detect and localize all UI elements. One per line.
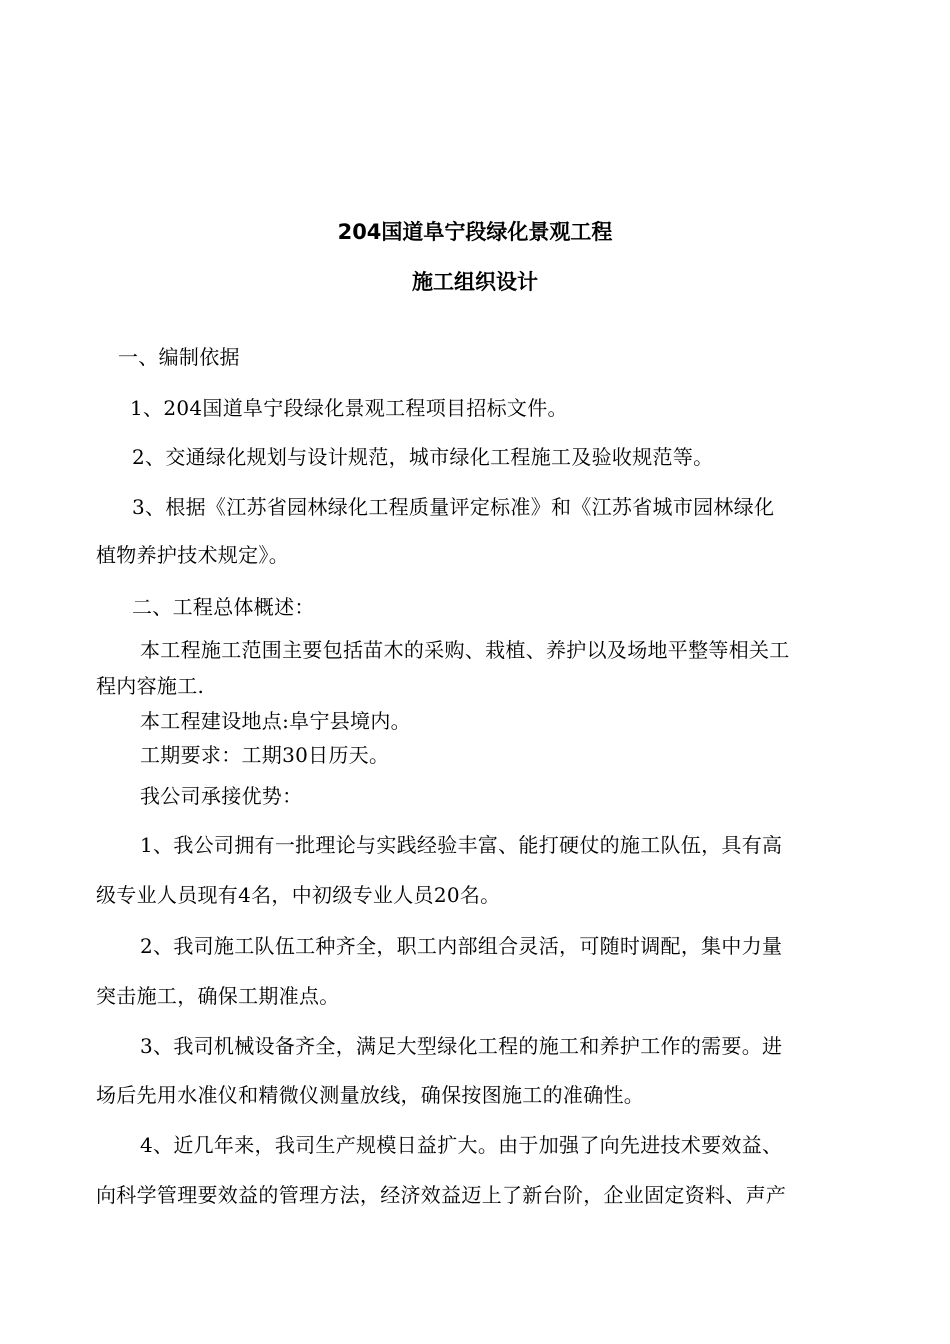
document-subtitle: 施工组织设计: [412, 270, 538, 294]
advantages-heading: 我公司承接优势：: [140, 784, 303, 808]
document-title: 204国道阜宁段绿化景观工程: [337, 220, 613, 244]
section-heading-basis: 一、编制依据: [118, 345, 240, 369]
paragraph-advantage-2-cont: 突击施工，确保工期准点。: [96, 984, 340, 1008]
paragraph-basis-1: 1、204国道阜宁段绿化景观工程项目招标文件。: [130, 396, 568, 420]
paragraph-location: 本工程建设地点:阜宁县境内。: [140, 709, 411, 733]
paragraph-duration: 工期要求：工期30日历天。: [140, 743, 390, 767]
paragraph-overview-cont: 程内容施工.: [96, 674, 205, 698]
paragraph-basis-3: 3、根据《江苏省园林绿化工程质量评定标准》和《江苏省城市园林绿化: [132, 495, 775, 519]
section-heading-overview: 二、工程总体概述：: [132, 595, 315, 619]
paragraph-overview: 本工程施工范围主要包括苗木的采购、栽植、养护以及场地平整等相关工: [140, 638, 790, 662]
paragraph-advantage-3: 3、我司机械设备齐全，满足大型绿化工程的施工和养护工作的需要。进: [140, 1034, 783, 1058]
paragraph-basis-2: 2、交通绿化规划与设计规范，城市绿化工程施工及验收规范等。: [132, 445, 714, 469]
paragraph-advantage-1: 1、我公司拥有一批理论与实践经验丰富、能打硬仗的施工队伍，具有高: [140, 833, 783, 857]
paragraph-basis-3-cont: 植物养护技术规定》。: [96, 543, 289, 567]
paragraph-advantage-3-cont: 场后先用水准仪和精微仪测量放线，确保按图施工的准确性。: [96, 1083, 645, 1107]
paragraph-advantage-2: 2、我司施工队伍工种齐全，职工内部组合灵活，可随时调配，集中力量: [140, 934, 783, 958]
paragraph-advantage-1-cont: 级专业人员现有4名，中初级专业人员20名。: [96, 883, 501, 907]
paragraph-advantage-4: 4、近几年来，我司生产规模日益扩大。由于加强了向先进技术要效益、: [140, 1133, 783, 1157]
paragraph-advantage-4-cont: 向科学管理要效益的管理方法，经济效益迈上了新台阶，企业固定资料、声产: [96, 1183, 787, 1207]
